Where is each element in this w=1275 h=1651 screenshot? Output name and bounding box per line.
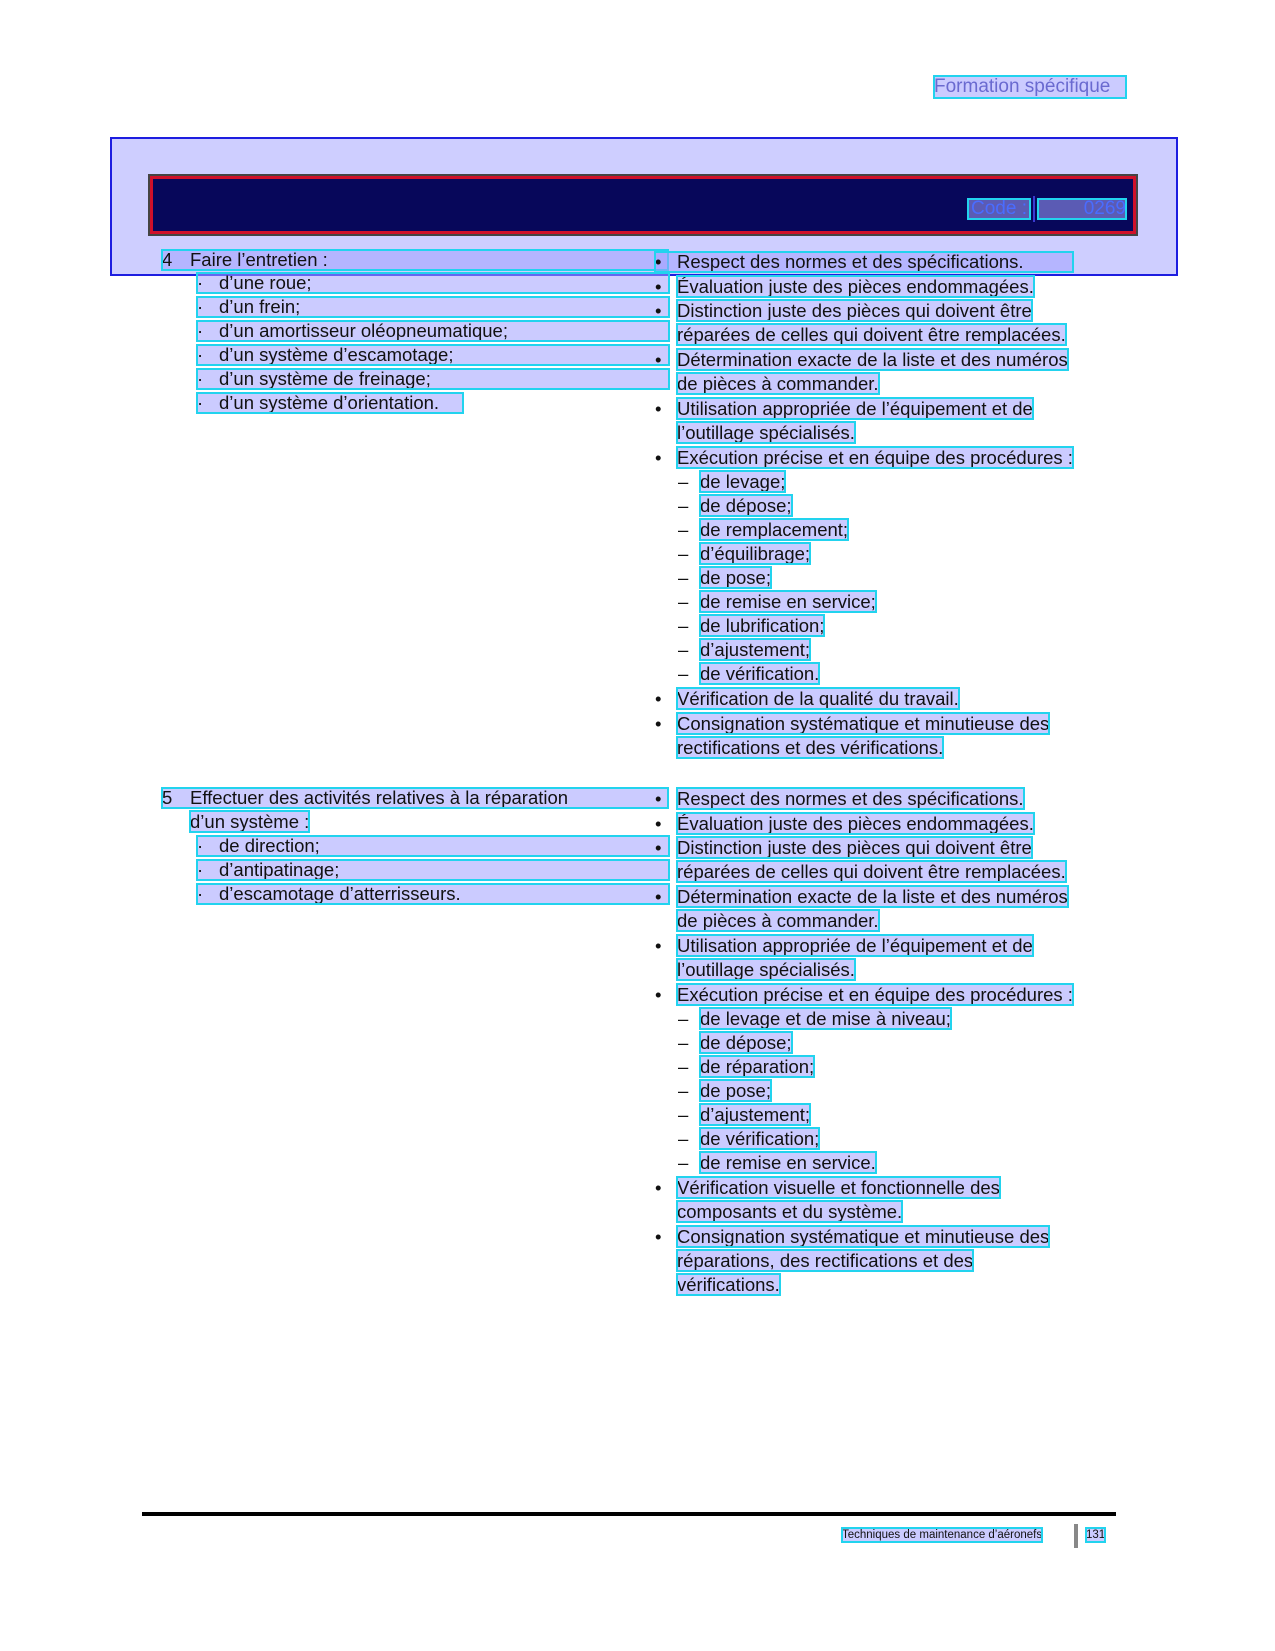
procedure-item: – de levage; — [678, 471, 786, 492]
procedure-item: – de remplacement; — [678, 519, 849, 540]
criterion-cont: réparations, des rectifications et des — [677, 1250, 974, 1271]
criterion: • Exécution précise et en équipe des procédures : — [655, 447, 1073, 468]
section-4-title-text: Faire l’entretien : — [190, 249, 328, 270]
procedure-item: – de lubrification; — [678, 615, 825, 636]
footer-rule — [142, 1512, 1116, 1516]
procedure-item: – de pose; — [678, 1080, 771, 1101]
criterion: • Respect des normes et des spécifications. — [655, 252, 1073, 272]
procedure-item: – de réparation; — [678, 1056, 815, 1077]
criterion: • Distinction juste des pièces qui doivent être — [655, 837, 1032, 858]
section-5-title-text: Effectuer des activités relatives à la réparation — [190, 787, 569, 808]
list-item: · d’antipatinage; — [197, 860, 669, 880]
page-header-title: Formation spécifique — [934, 76, 1126, 98]
list-item: · d’un système de freinage; — [197, 369, 669, 389]
procedure-item: – de vérification; — [678, 1128, 820, 1149]
criterion: • Distinction juste des pièces qui doivent être — [655, 300, 1032, 321]
procedure-item: – de remise en service; — [678, 591, 876, 612]
criterion-cont: composants et du système. — [677, 1201, 903, 1222]
criterion: • Vérification visuelle et fonctionnelle des — [655, 1177, 1000, 1198]
criterion-cont: l’outillage spécialisés. — [677, 959, 855, 980]
criterion-cont: rectifications et des vérifications. — [677, 737, 944, 758]
criterion: • Consignation systématique et minutieuse des — [655, 713, 1050, 734]
section-4-title — [162, 250, 668, 270]
section-4-number: 4 — [162, 249, 173, 270]
procedure-item: – de vérification. — [678, 663, 820, 684]
procedure-item: – de dépose; — [678, 1032, 792, 1053]
section-5-number: 5 — [162, 787, 173, 808]
list-item: · d’une roue; — [197, 273, 669, 293]
criterion-cont: réparées de celles qui doivent être remplacées. — [677, 324, 1066, 345]
list-item: · d’un système d’orientation. — [197, 393, 463, 413]
list-item: · d’escamotage d’atterrisseurs. — [197, 884, 669, 904]
criterion: • Vérification de la qualité du travail. — [655, 688, 959, 709]
criterion: • Utilisation appropriée de l’équipement et de — [655, 935, 1033, 956]
criterion: • Utilisation appropriée de l’équipement et de — [655, 398, 1033, 419]
criterion-cont: l’outillage spécialisés. — [677, 422, 855, 443]
code-label: Code : — [968, 199, 1030, 219]
procedure-item: – d’ajustement; — [678, 639, 811, 660]
criterion: • Exécution précise et en équipe des procédures : — [655, 984, 1073, 1005]
code-value: 0269 — [1038, 199, 1126, 219]
procedure-item: – de remise en service. — [678, 1152, 876, 1173]
criterion: • Évaluation juste des pièces endommagées. — [655, 813, 1034, 834]
criterion-cont: de pièces à commander. — [677, 910, 879, 931]
list-item: · de direction; — [197, 836, 669, 856]
procedure-item: – de levage et de mise à niveau; — [678, 1008, 951, 1029]
section-5-title — [162, 788, 668, 808]
procedure-item: – d’équilibrage; — [678, 543, 811, 564]
criterion-cont: réparées de celles qui doivent être remplacées. — [677, 861, 1066, 882]
procedure-item: – de dépose; — [678, 495, 792, 516]
page-number: 131 — [1086, 1529, 1106, 1541]
criterion: • Détermination exacte de la liste et des numéros — [655, 349, 1068, 370]
footer-title: Techniques de maintenance d’aéronefs — [842, 1529, 1043, 1541]
procedure-item: – de pose; — [678, 567, 771, 588]
footer-separator — [1074, 1524, 1078, 1548]
list-item: · d’un système d’escamotage; — [197, 345, 669, 365]
criterion: • Détermination exacte de la liste et des numéros — [655, 886, 1068, 907]
criterion: • Évaluation juste des pièces endommagées. — [655, 276, 1034, 297]
criterion-cont: vérifications. — [677, 1274, 780, 1295]
list-item: · d’un amortisseur oléopneumatique; — [197, 321, 669, 341]
criterion: • Respect des normes et des spécifications. — [655, 788, 1024, 809]
criterion-cont: de pièces à commander. — [677, 373, 879, 394]
list-item: · d’un frein; — [197, 297, 669, 317]
code-bar — [150, 176, 1136, 234]
section-5-title-cont: d’un système : — [190, 811, 310, 832]
procedure-item: – d’ajustement; — [678, 1104, 811, 1125]
code-separator — [1033, 196, 1035, 222]
criterion: • Consignation systématique et minutieuse des — [655, 1226, 1050, 1247]
